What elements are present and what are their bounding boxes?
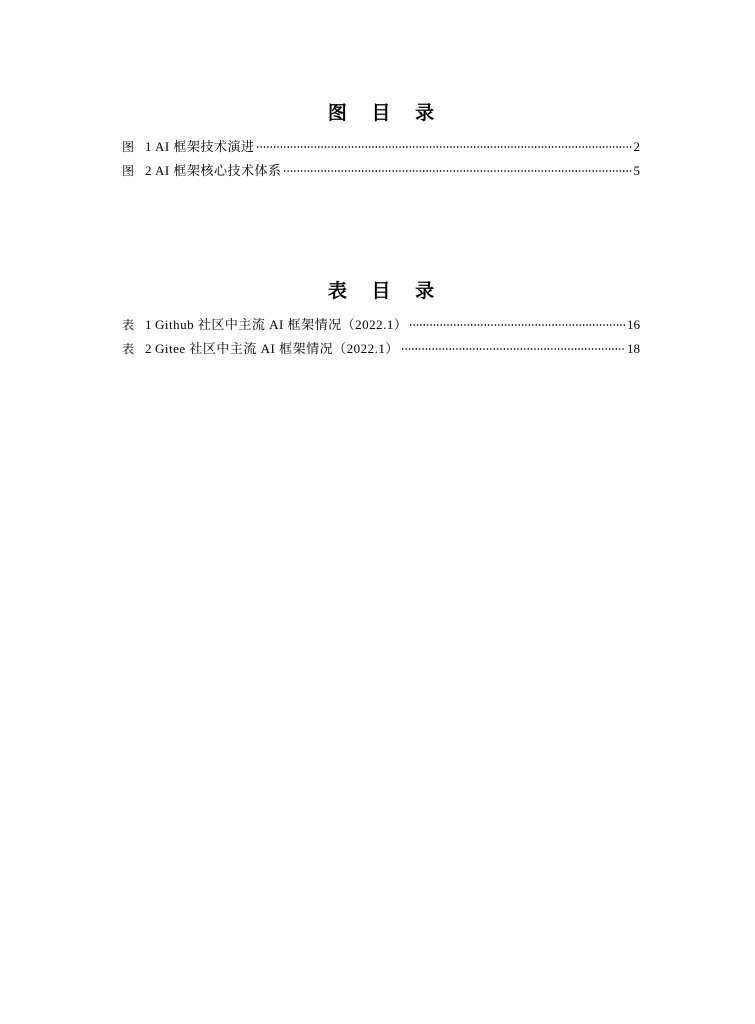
toc-entry-figure-1[interactable] [122,135,640,159]
entry-prefix: 图 [122,140,136,154]
tables-toc-title: 表 目 录 [327,280,444,302]
dot-leader [256,146,631,148]
entry-prefix: 表 [122,318,136,332]
dot-leader [409,324,625,326]
dot-leader [401,348,625,350]
entry-page-number: 2 [633,139,640,154]
entry-prefix: 表 [122,342,136,356]
entry-page-number: 18 [627,341,640,356]
entry-title: Github 社区中主流 AI 框架情况（2022.1） [155,317,408,332]
entry-number: 2 [145,163,153,178]
figures-toc-title: 图 目 录 [327,102,444,124]
entry-number: 2 [145,341,153,356]
toc-entry-table-1[interactable] [122,313,640,337]
dot-leader [283,170,631,172]
toc-entry-figure-2[interactable] [122,159,640,183]
entry-title: Gitee 社区中主流 AI 框架情况（2022.1） [155,341,399,356]
entry-page-number: 5 [633,163,640,178]
entry-title: AI 框架技术演进 [155,139,255,154]
entry-page-number: 16 [627,317,640,332]
entry-prefix: 图 [122,164,136,178]
entry-number: 1 [145,317,153,332]
entry-number: 1 [145,139,153,154]
entry-title: AI 框架核心技术体系 [155,163,282,178]
figures-toc [122,100,640,183]
toc-entry-table-2[interactable] [122,337,640,361]
tables-toc [122,278,640,361]
